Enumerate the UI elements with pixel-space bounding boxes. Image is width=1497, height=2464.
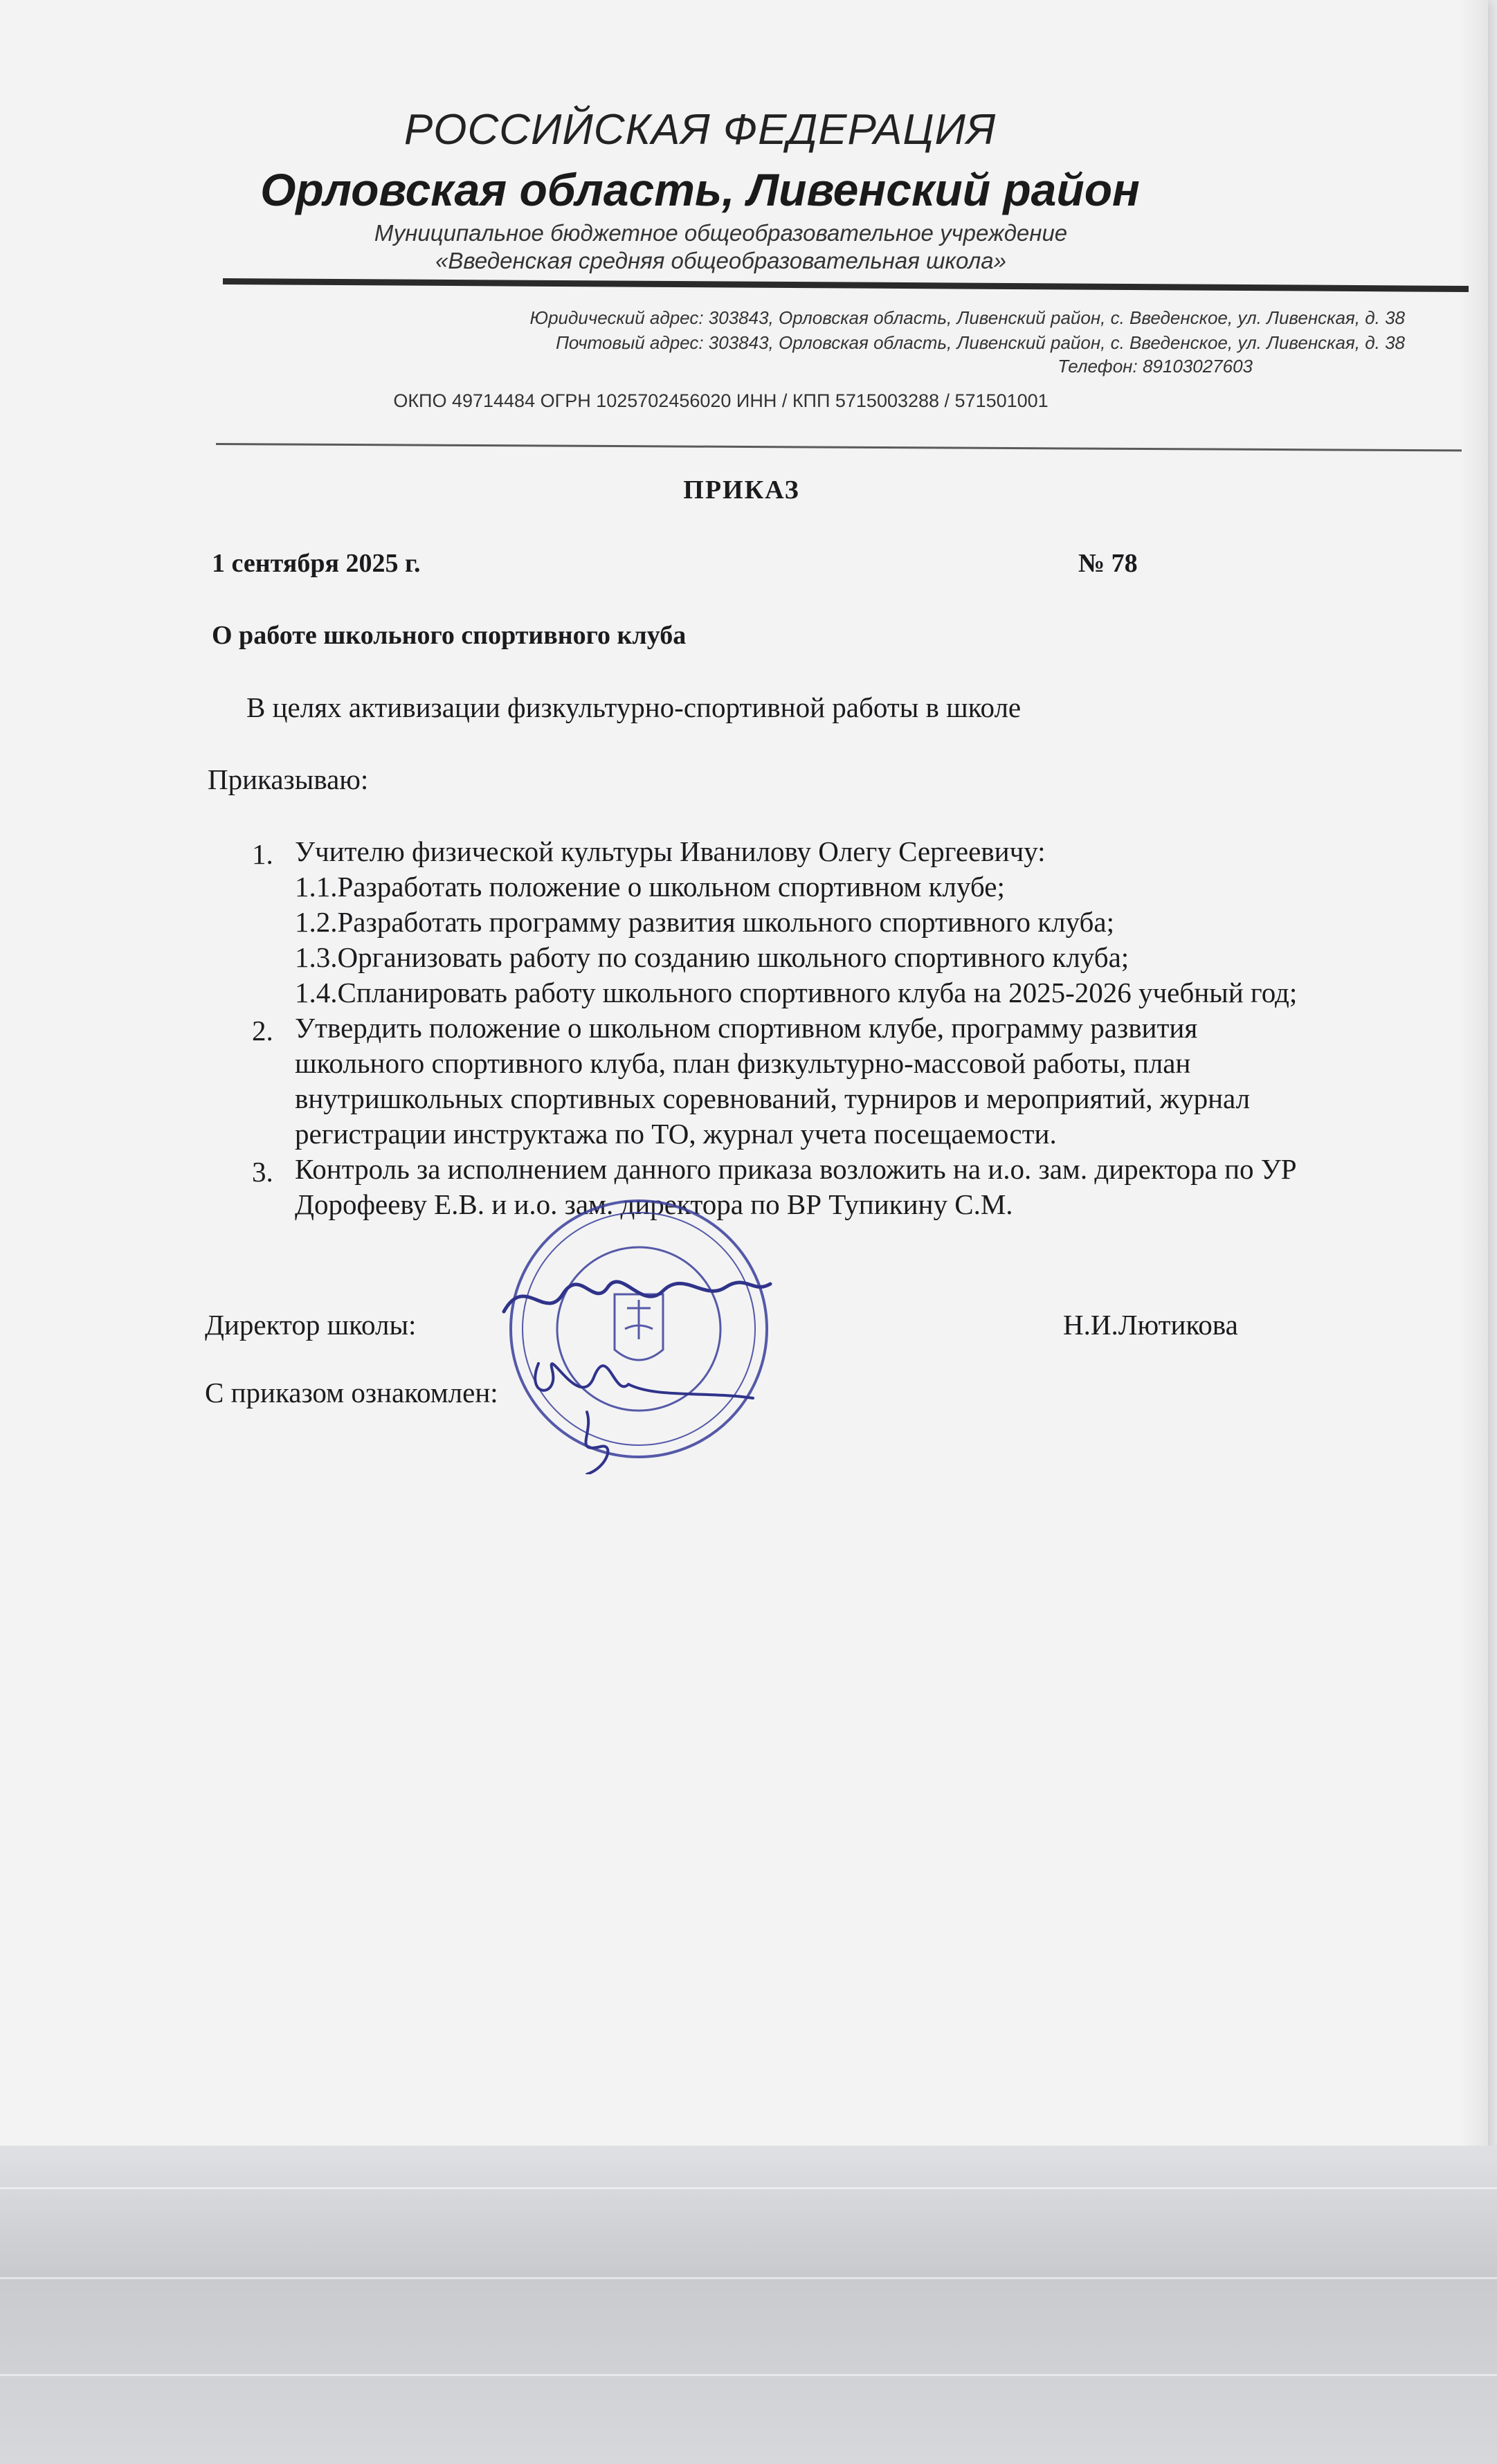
phone: Телефон: 89103027603 bbox=[1058, 356, 1253, 377]
item-line: регистрации инструктажа по ТО, журнал учета посещаемости. bbox=[295, 1118, 1057, 1150]
subitem: 1.4.Спланировать работу школьного спортивного клуба на 2025-2026 учебный год; bbox=[295, 977, 1298, 1008]
subitem: 1.1.Разработать положение о школьном спортивном клубе; bbox=[295, 871, 1005, 903]
item-text: Учителю физической культуры Иванилову Олегу Сергеевичу: bbox=[295, 835, 1046, 867]
director-name: Н.И.Лютикова bbox=[1063, 1309, 1238, 1341]
sleeve-crease bbox=[0, 2277, 1497, 2279]
order-word: Приказываю: bbox=[208, 763, 369, 795]
director-label: Директор школы: bbox=[205, 1309, 417, 1341]
item-line: Контроль за исполнением данного приказа возложить на и.о. зам. директора по УР bbox=[295, 1153, 1297, 1185]
order-number: № 78 bbox=[1078, 549, 1138, 578]
subitem: 1.3.Организовать работу по созданию школьного спортивного клуба; bbox=[295, 941, 1129, 973]
item-number: 3. bbox=[252, 1156, 273, 1188]
page-edge-shadow bbox=[1460, 0, 1488, 2159]
item-line: Утвердить положение о школьном спортивном клубе, программу развития bbox=[295, 1012, 1198, 1044]
order-preamble: В целях активизации физкультурно-спортивной работы в школе bbox=[246, 691, 1022, 723]
subitem: 1.2.Разработать программу развития школьного спортивного клуба; bbox=[295, 906, 1114, 938]
order-date: 1 сентября 2025 г. bbox=[212, 549, 421, 578]
official-stamp bbox=[497, 1190, 781, 1474]
item-number: 2. bbox=[252, 1015, 273, 1047]
item-line: внутришкольных спортивных соревнований, турниров и мероприятий, журнал bbox=[295, 1082, 1251, 1114]
legal-address: Юридический адрес: 303843, Орловская область, Ливенский район, с. Введенское, ул. Ливенская, д. 38 bbox=[529, 307, 1405, 328]
item-line: Дорофееву Е.В. и и.о. зам. директора по ВР Тупикину С.М. bbox=[295, 1188, 1013, 1220]
acknowledged-label: С приказом ознакомлен: bbox=[205, 1377, 498, 1408]
sleeve-crease bbox=[0, 2187, 1497, 2189]
letterhead-country: РОССИЙСКАЯ ФЕДЕРАЦИЯ bbox=[403, 106, 997, 154]
item-number: 1. bbox=[252, 838, 273, 870]
sleeve-crease bbox=[0, 2374, 1497, 2376]
registration-codes: ОКПО 49714484 ОГРН 1025702456020 ИНН / КПП 5715003288 / 571501001 bbox=[393, 390, 1049, 411]
stamp-seal bbox=[511, 1201, 767, 1457]
letterhead-divider-thick bbox=[223, 278, 1469, 292]
postal-address: Почтовый адрес: 303843, Орловская область, Ливенский район, с. Введенское, ул. Ливенская, д. 38 bbox=[556, 332, 1405, 353]
letterhead-institution-line1: Муниципальное бюджетное общеобразовательное учреждение bbox=[374, 220, 1068, 246]
letterhead-divider-thin bbox=[216, 443, 1462, 451]
letterhead-institution-line2: «Введенская средняя общеобразовательная школа» bbox=[435, 248, 1006, 273]
letterhead-region: Орловская область, Ливенский район bbox=[260, 164, 1140, 215]
order-title: ПРИКАЗ bbox=[683, 475, 800, 505]
plastic-sleeve bbox=[0, 2146, 1497, 2464]
order-subject: О работе школьного спортивного клуба bbox=[212, 621, 687, 650]
item-line: школьного спортивного клуба, план физкультурно-массовой работы, план bbox=[295, 1047, 1191, 1079]
